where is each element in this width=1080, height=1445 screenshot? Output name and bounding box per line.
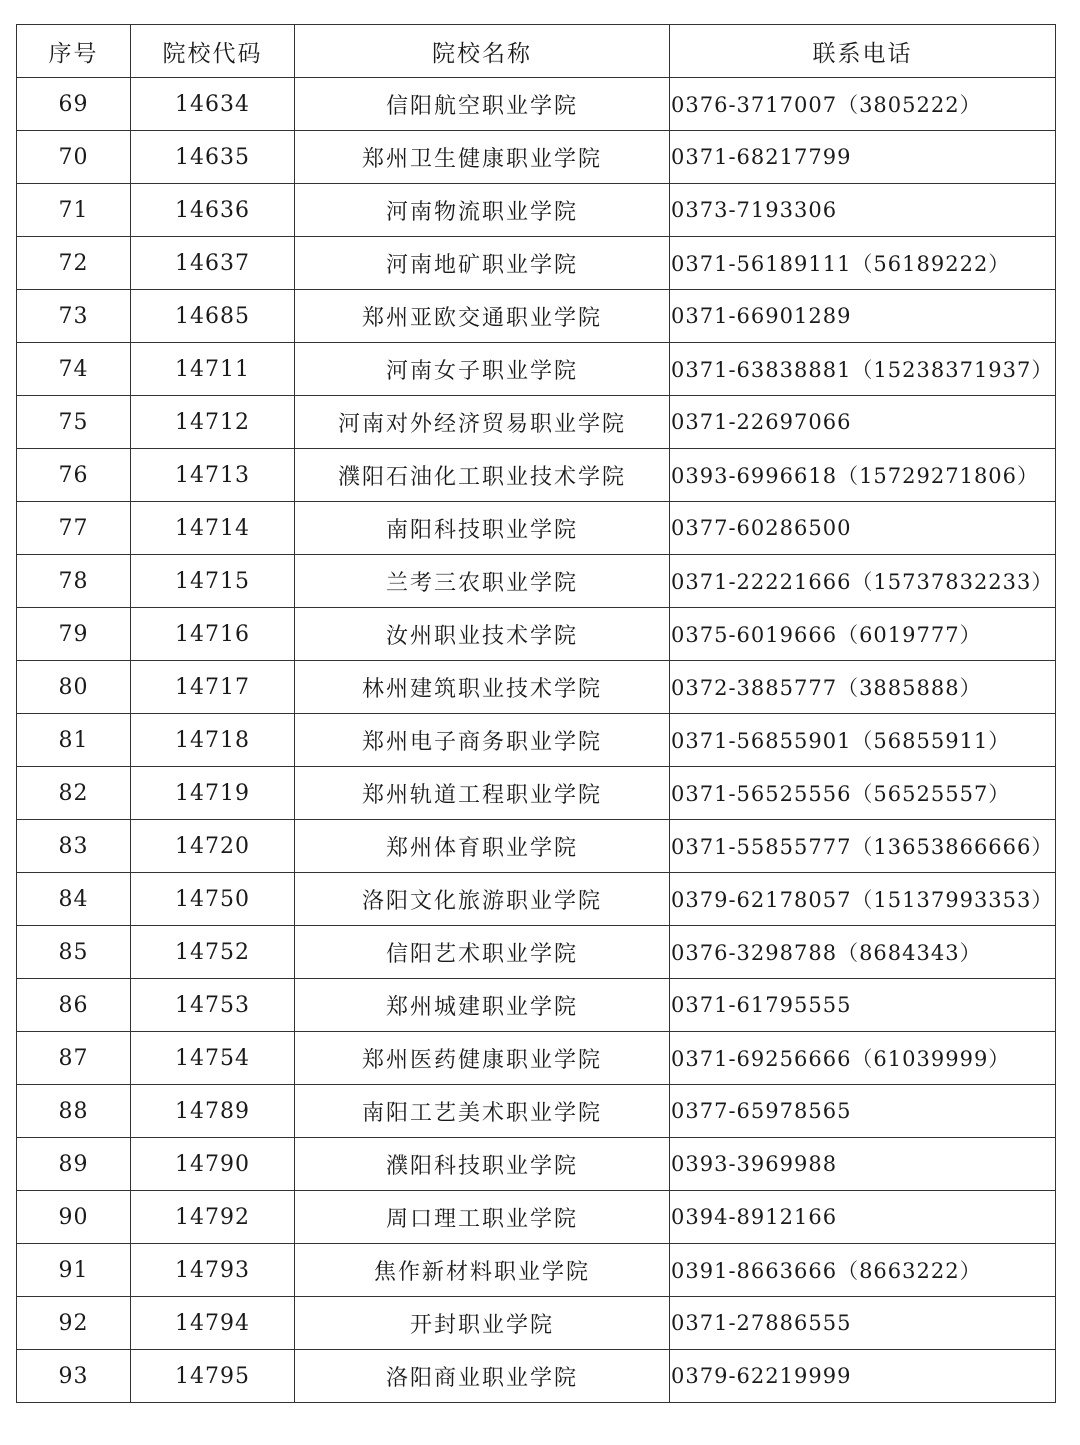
cell-code: 14712	[131, 396, 295, 449]
cell-phone: 0393-3969988	[670, 1138, 1056, 1191]
cell-seq: 93	[17, 1350, 131, 1403]
table-row	[17, 926, 1056, 979]
cell-phone: 0373-7193306	[670, 184, 1056, 237]
cell-name: 郑州亚欧交通职业学院	[295, 290, 670, 343]
cell-name: 信阳航空职业学院	[295, 78, 670, 131]
cell-phone: 0371-56855901（56855911）	[670, 714, 1056, 767]
cell-code: 14752	[131, 926, 295, 979]
cell-seq: 72	[17, 237, 131, 290]
cell-name: 郑州卫生健康职业学院	[295, 131, 670, 184]
table-row	[17, 1138, 1056, 1191]
cell-code: 14754	[131, 1032, 295, 1085]
cell-phone: 0371-61795555	[670, 979, 1056, 1032]
cell-phone: 0393-6996618（15729271806）	[670, 449, 1056, 502]
cell-code: 14637	[131, 237, 295, 290]
cell-seq: 87	[17, 1032, 131, 1085]
table-row	[17, 608, 1056, 661]
cell-phone: 0376-3298788（8684343）	[670, 926, 1056, 979]
table-row	[17, 1244, 1056, 1297]
table-row	[17, 396, 1056, 449]
table-row	[17, 661, 1056, 714]
cell-code: 14793	[131, 1244, 295, 1297]
cell-phone: 0377-65978565	[670, 1085, 1056, 1138]
header-phone: 联系电话	[670, 25, 1056, 78]
cell-name: 林州建筑职业技术学院	[295, 661, 670, 714]
cell-phone: 0391-8663666（8663222）	[670, 1244, 1056, 1297]
cell-code: 14753	[131, 979, 295, 1032]
cell-code: 14719	[131, 767, 295, 820]
cell-seq: 75	[17, 396, 131, 449]
cell-seq: 88	[17, 1085, 131, 1138]
table-row	[17, 131, 1056, 184]
cell-code: 14790	[131, 1138, 295, 1191]
cell-code: 14750	[131, 873, 295, 926]
cell-code: 14636	[131, 184, 295, 237]
cell-phone: 0394-8912166	[670, 1191, 1056, 1244]
cell-name: 河南女子职业学院	[295, 343, 670, 396]
cell-phone: 0371-63838881（15238371937）	[670, 343, 1056, 396]
cell-seq: 79	[17, 608, 131, 661]
cell-code: 14685	[131, 290, 295, 343]
cell-code: 14716	[131, 608, 295, 661]
table-row	[17, 449, 1056, 502]
table-row	[17, 343, 1056, 396]
cell-name: 南阳工艺美术职业学院	[295, 1085, 670, 1138]
cell-seq: 70	[17, 131, 131, 184]
cell-phone: 0371-56189111（56189222）	[670, 237, 1056, 290]
cell-code: 14718	[131, 714, 295, 767]
table-row	[17, 502, 1056, 555]
table-row	[17, 555, 1056, 608]
table-row	[17, 78, 1056, 131]
table-row	[17, 820, 1056, 873]
table-header-row	[17, 25, 1056, 78]
cell-seq: 91	[17, 1244, 131, 1297]
cell-code: 14714	[131, 502, 295, 555]
cell-name: 周口理工职业学院	[295, 1191, 670, 1244]
cell-seq: 89	[17, 1138, 131, 1191]
header-name: 院校名称	[295, 25, 670, 78]
cell-phone: 0376-3717007（3805222）	[670, 78, 1056, 131]
cell-seq: 85	[17, 926, 131, 979]
cell-name: 洛阳文化旅游职业学院	[295, 873, 670, 926]
cell-name: 兰考三农职业学院	[295, 555, 670, 608]
cell-seq: 73	[17, 290, 131, 343]
cell-seq: 92	[17, 1297, 131, 1350]
table-row	[17, 237, 1056, 290]
cell-seq: 90	[17, 1191, 131, 1244]
college-contact-table	[16, 24, 1056, 1403]
cell-seq: 80	[17, 661, 131, 714]
cell-seq: 77	[17, 502, 131, 555]
cell-seq: 82	[17, 767, 131, 820]
cell-name: 洛阳商业职业学院	[295, 1350, 670, 1403]
cell-code: 14717	[131, 661, 295, 714]
table-row	[17, 979, 1056, 1032]
cell-phone: 0371-27886555	[670, 1297, 1056, 1350]
table-row	[17, 1032, 1056, 1085]
cell-code: 14794	[131, 1297, 295, 1350]
cell-name: 郑州轨道工程职业学院	[295, 767, 670, 820]
cell-seq: 76	[17, 449, 131, 502]
table-row	[17, 767, 1056, 820]
cell-code: 14795	[131, 1350, 295, 1403]
cell-name: 郑州医药健康职业学院	[295, 1032, 670, 1085]
cell-name: 河南对外经济贸易职业学院	[295, 396, 670, 449]
cell-phone: 0371-68217799	[670, 131, 1056, 184]
cell-seq: 81	[17, 714, 131, 767]
table-row	[17, 184, 1056, 237]
cell-name: 河南地矿职业学院	[295, 237, 670, 290]
cell-name: 汝州职业技术学院	[295, 608, 670, 661]
cell-phone: 0371-22697066	[670, 396, 1056, 449]
cell-phone: 0371-56525556（56525557）	[670, 767, 1056, 820]
cell-seq: 84	[17, 873, 131, 926]
cell-phone: 0371-66901289	[670, 290, 1056, 343]
cell-code: 14715	[131, 555, 295, 608]
cell-name: 郑州电子商务职业学院	[295, 714, 670, 767]
table-row	[17, 1085, 1056, 1138]
header-code: 院校代码	[131, 25, 295, 78]
cell-seq: 78	[17, 555, 131, 608]
table-row	[17, 714, 1056, 767]
table-row	[17, 290, 1056, 343]
cell-phone: 0371-55855777（13653866666）	[670, 820, 1056, 873]
cell-name: 濮阳石油化工职业技术学院	[295, 449, 670, 502]
table-row	[17, 1350, 1056, 1403]
cell-code: 14713	[131, 449, 295, 502]
cell-name: 郑州城建职业学院	[295, 979, 670, 1032]
cell-seq: 69	[17, 78, 131, 131]
cell-seq: 74	[17, 343, 131, 396]
cell-phone: 0372-3885777（3885888）	[670, 661, 1056, 714]
cell-seq: 86	[17, 979, 131, 1032]
cell-code: 14711	[131, 343, 295, 396]
cell-phone: 0371-22221666（15737832233）	[670, 555, 1056, 608]
header-seq: 序号	[17, 25, 131, 78]
cell-name: 郑州体育职业学院	[295, 820, 670, 873]
cell-code: 14720	[131, 820, 295, 873]
cell-code: 14792	[131, 1191, 295, 1244]
cell-code: 14634	[131, 78, 295, 131]
cell-phone: 0375-6019666（6019777）	[670, 608, 1056, 661]
cell-seq: 71	[17, 184, 131, 237]
cell-code: 14635	[131, 131, 295, 184]
cell-seq: 83	[17, 820, 131, 873]
cell-name: 信阳艺术职业学院	[295, 926, 670, 979]
cell-name: 焦作新材料职业学院	[295, 1244, 670, 1297]
cell-phone: 0377-60286500	[670, 502, 1056, 555]
table-row	[17, 1191, 1056, 1244]
cell-phone: 0379-62178057（15137993353）	[670, 873, 1056, 926]
table-row	[17, 873, 1056, 926]
cell-phone: 0379-62219999	[670, 1350, 1056, 1403]
cell-name: 河南物流职业学院	[295, 184, 670, 237]
cell-phone: 0371-69256666（61039999）	[670, 1032, 1056, 1085]
cell-name: 南阳科技职业学院	[295, 502, 670, 555]
table-row	[17, 1297, 1056, 1350]
cell-code: 14789	[131, 1085, 295, 1138]
cell-name: 开封职业学院	[295, 1297, 670, 1350]
cell-name: 濮阳科技职业学院	[295, 1138, 670, 1191]
